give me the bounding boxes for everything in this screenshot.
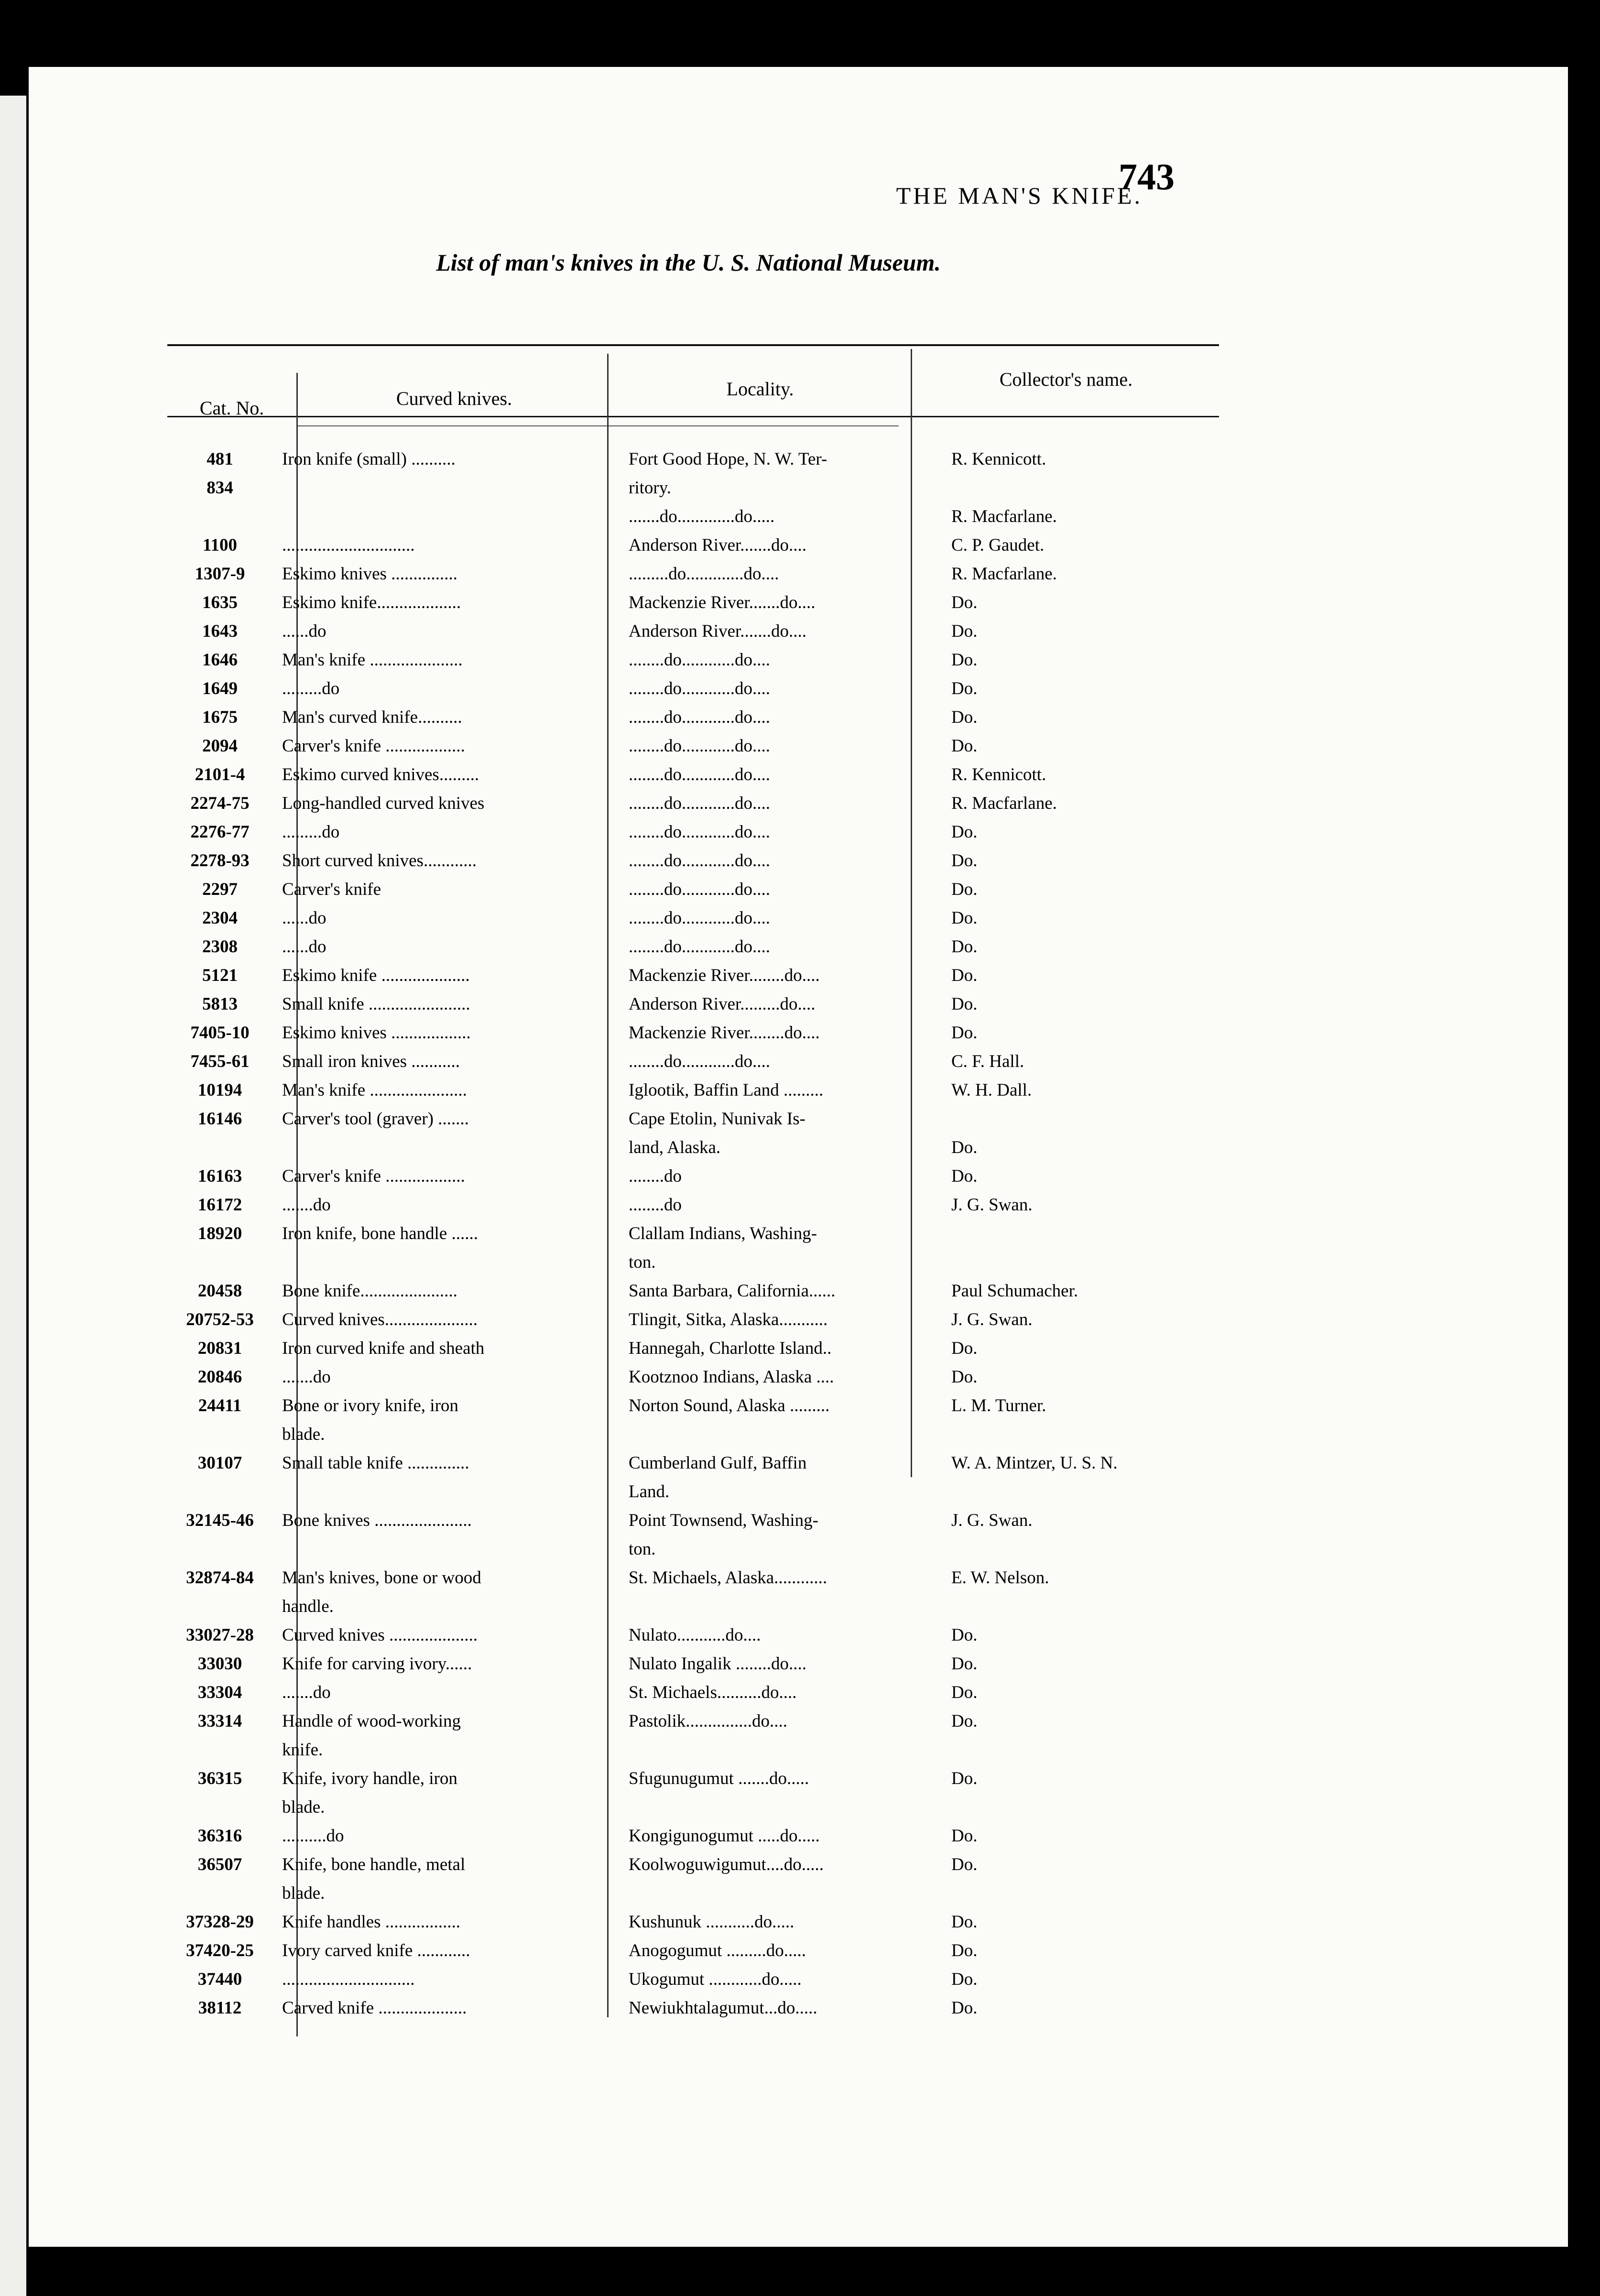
cat-no-cell (167, 1133, 272, 1162)
curved-knife-cell: Eskimo curved knives......... (282, 764, 479, 784)
locality-cell: Hannegah, Charlotte Island.. (629, 1338, 832, 1358)
curved-knife-cell: Carved knife .................... (282, 1998, 467, 2018)
curved-knife-cell: .......do (282, 1682, 331, 1702)
table-row (167, 1965, 1229, 1993)
collector-cell: C. F. Hall. (951, 1051, 1024, 1071)
table-row (167, 1276, 1229, 1305)
locality-cell: St. Michaels..........do.... (629, 1682, 797, 1702)
locality-cell: Cumberland Gulf, Baffin (629, 1453, 807, 1473)
locality-cell: ........do............do.... (629, 822, 770, 842)
curved-knife-cell: ......do (282, 936, 327, 957)
curved-knife-cell: Small knife ....................... (282, 994, 470, 1014)
curved-knife-cell: Knife, bone handle, metal (282, 1854, 466, 1874)
cat-no-cell: 5813 (202, 994, 238, 1014)
cat-no-cell: 834 (207, 478, 233, 498)
locality-cell: ........do............do.... (629, 879, 770, 899)
curved-knife-cell: ......do (282, 621, 327, 641)
table-row (167, 1190, 1229, 1219)
cat-no-cell: 481 (207, 449, 233, 469)
collector-cell: Do. (951, 1682, 978, 1702)
curved-knife-cell: Iron curved knife and sheath (282, 1338, 485, 1358)
collector-cell (944, 1879, 1229, 1907)
collector-cell: R. Kennicott. (951, 449, 1046, 469)
curved-knife-cell: Eskimo knife .................... (282, 965, 470, 985)
locality-cell: ........do............do.... (629, 650, 770, 670)
cat-no-cell: 1100 (203, 535, 237, 555)
locality-cell: Fort Good Hope, N. W. Ter- (629, 449, 827, 469)
locality-cell: ........do............do.... (629, 936, 770, 957)
curved-knife-cell (272, 1534, 617, 1563)
table-row (167, 875, 1229, 903)
table-row (167, 1936, 1229, 1965)
locality-cell: Newiukhtalagumut...do..... (629, 1998, 817, 2018)
cat-no-cell: 38112 (198, 1998, 242, 2018)
table-row (167, 903, 1229, 932)
curved-knife-cell: Long-handled curved knives (282, 793, 485, 813)
collector-cell (944, 1420, 1229, 1448)
table-row (167, 617, 1229, 645)
curved-knife-cell: .......do (282, 1367, 331, 1387)
header-curved-knives: Curved knives. (396, 388, 512, 409)
collector-cell (944, 1735, 1229, 1764)
rule-header (167, 416, 1219, 417)
collector-cell: Do. (951, 1998, 978, 2018)
collector-cell: Do. (951, 1711, 978, 1731)
curved-knife-cell: Ivory carved knife ............ (282, 1940, 470, 1960)
curved-knife-cell (272, 1477, 617, 1506)
table-row (167, 1793, 1229, 1821)
collector-cell: R. Macfarlane. (951, 506, 1057, 526)
curved-knife-cell: blade. (282, 1797, 325, 1817)
cat-no-cell: 7405-10 (190, 1023, 250, 1043)
table-row (167, 846, 1229, 875)
table-row (167, 1649, 1229, 1678)
cat-no-cell: 24411 (198, 1395, 242, 1415)
table-row (167, 1448, 1229, 1477)
collector-cell (944, 473, 1229, 502)
table-row (167, 1678, 1229, 1707)
table-row (167, 1477, 1229, 1506)
curved-knife-cell: Man's knife ..................... (282, 650, 463, 670)
cat-no-cell: 33030 (197, 1654, 242, 1674)
table-row (167, 1907, 1229, 1936)
locality-cell: ........do............do.... (629, 736, 770, 756)
cat-no-cell: 33304 (197, 1682, 242, 1702)
collector-cell (944, 1477, 1229, 1506)
locality-cell: ........do............do.... (629, 678, 770, 698)
locality-cell (617, 1420, 944, 1448)
collector-cell: Do. (951, 1940, 978, 1960)
curved-knife-cell: Man's knives, bone or wood (282, 1567, 481, 1588)
curved-knife-cell: .............................. (282, 1969, 415, 1989)
curved-knife-cell: Knife handles ................. (282, 1912, 461, 1932)
curved-knife-cell: .......do (282, 1195, 331, 1215)
table-row (167, 731, 1229, 760)
locality-cell: Kootznoo Indians, Alaska .... (629, 1367, 834, 1387)
table-caption: List of man's knives in the U. S. National Museum. (436, 249, 941, 276)
collector-cell: C. P. Gaudet. (951, 535, 1045, 555)
table-row (167, 559, 1229, 588)
table-row (167, 1592, 1229, 1621)
collector-cell: L. M. Turner. (951, 1395, 1046, 1415)
locality-cell: ........do (629, 1195, 682, 1215)
locality-cell: ........do............do.... (629, 793, 770, 813)
collector-cell: Paul Schumacher. (951, 1281, 1078, 1301)
cat-no-cell: 37328-29 (186, 1912, 254, 1932)
table-row (167, 1248, 1229, 1276)
curved-knife-cell: Eskimo knife................... (282, 592, 461, 612)
curved-knife-cell: Carver's knife .................. (282, 736, 465, 756)
locality-cell: Tlingit, Sitka, Alaska........... (629, 1309, 828, 1329)
locality-cell: ritory. (629, 478, 672, 498)
collector-cell (944, 1219, 1229, 1248)
locality-cell: Anogogumut .........do..... (629, 1940, 806, 1960)
table-row (167, 445, 1229, 473)
locality-cell: Clallam Indians, Washing- (629, 1223, 817, 1243)
locality-cell: .......do.............do..... (629, 506, 775, 526)
locality-cell: Sfugunugumut .......do..... (629, 1768, 809, 1788)
collector-cell: J. G. Swan. (951, 1309, 1033, 1329)
locality-cell: Point Townsend, Washing- (629, 1510, 818, 1530)
cat-no-cell: 7455-61 (190, 1051, 250, 1071)
table-row (167, 760, 1229, 789)
collector-cell: E. W. Nelson. (951, 1567, 1049, 1588)
page-number: 743 (1119, 156, 1175, 197)
table-row (167, 502, 1229, 531)
table-row (167, 1305, 1229, 1334)
cat-no-cell: 2304 (202, 908, 238, 928)
locality-cell: Koolwoguwigumut....do..... (629, 1854, 824, 1874)
locality-cell: land, Alaska. (629, 1137, 721, 1157)
cat-no-cell: 36507 (197, 1854, 242, 1874)
collector-cell: Do. (951, 1826, 978, 1846)
curved-knife-cell: ..........do (282, 1826, 344, 1846)
table-row (167, 1821, 1229, 1850)
curved-knife-cell: blade. (282, 1883, 325, 1903)
curved-knife-cell: Eskimo knives .................. (282, 1023, 471, 1043)
table-row (167, 674, 1229, 703)
cat-no-cell: 2278-93 (190, 850, 250, 871)
header-collector: Collector's name. (999, 369, 1133, 390)
locality-cell: Mackenzie River........do.... (629, 1023, 820, 1043)
locality-cell: Kushunuk ...........do..... (629, 1912, 795, 1932)
locality-cell: Anderson River.......do.... (629, 621, 807, 641)
cat-no-cell: 1649 (202, 678, 238, 698)
collector-cell: Do. (951, 1912, 978, 1932)
curved-knife-cell: Curved knives .................... (282, 1625, 478, 1645)
cat-no-cell (167, 1879, 272, 1907)
locality-cell: Pastolik...............do.... (629, 1711, 787, 1731)
table-row (167, 645, 1229, 674)
cat-no-cell: 1635 (202, 592, 238, 612)
table-row (167, 1563, 1229, 1592)
cat-no-cell: 16172 (197, 1195, 242, 1215)
cat-no-cell: 20458 (197, 1281, 242, 1301)
cat-no-cell: 37420-25 (186, 1940, 254, 1960)
table-row (167, 1334, 1229, 1362)
curved-knife-cell: .........do (282, 822, 340, 842)
curved-knife-cell: .........do (282, 678, 340, 698)
curved-knife-cell: Carver's knife (282, 879, 381, 899)
curved-knife-cell: Bone knife...................... (282, 1281, 457, 1301)
rule-top (167, 344, 1219, 346)
curved-knife-cell: Small iron knives ........... (282, 1051, 460, 1071)
curved-knife-cell: Bone or ivory knife, iron (282, 1395, 458, 1415)
table-row (167, 1162, 1229, 1190)
curved-knife-cell: .............................. (282, 535, 415, 555)
curved-knife-cell: ......do (282, 908, 327, 928)
curved-knife-cell (272, 1133, 617, 1162)
table-row (167, 1534, 1229, 1563)
curved-knife-cell: Small table knife .............. (282, 1453, 469, 1473)
table-row (167, 1018, 1229, 1047)
collector-cell: J. G. Swan. (951, 1510, 1033, 1530)
collector-cell: Do. (951, 1768, 978, 1788)
cat-no-cell: 2274-75 (190, 793, 250, 813)
cat-no-cell (167, 1248, 272, 1276)
locality-cell: ........do............do.... (629, 764, 770, 784)
cat-no-cell: 32874-84 (186, 1567, 254, 1588)
table-row (167, 961, 1229, 990)
collector-cell: Do. (951, 1338, 978, 1358)
cat-no-cell (167, 1793, 272, 1821)
collector-cell: Do. (951, 592, 978, 612)
table-row (167, 1104, 1229, 1133)
curved-knife-cell: Eskimo knives ............... (282, 564, 457, 584)
locality-cell: Mackenzie River........do.... (629, 965, 820, 985)
cat-no-cell: 20846 (197, 1367, 242, 1387)
cat-no-cell: 36315 (197, 1768, 242, 1788)
collector-cell: Do. (951, 1023, 978, 1043)
collector-cell: Do. (951, 1969, 978, 1989)
collector-cell: Do. (951, 1166, 978, 1186)
curved-knife-cell: Bone knives ...................... (282, 1510, 472, 1530)
cat-no-cell: 20752-53 (186, 1309, 254, 1329)
cat-no-cell: 30107 (197, 1453, 242, 1473)
collector-cell (944, 1248, 1229, 1276)
cat-no-cell (167, 1534, 272, 1563)
collector-cell (944, 1104, 1229, 1133)
cat-no-cell (167, 1592, 272, 1621)
locality-cell: ........do............do.... (629, 1051, 770, 1071)
collector-cell: Do. (951, 678, 978, 698)
table-row (167, 1219, 1229, 1248)
curved-knife-cell: Short curved knives............ (282, 850, 477, 871)
cat-no-cell: 2094 (202, 736, 238, 756)
cat-no-cell (167, 1477, 272, 1506)
curved-knife-cell: blade. (282, 1424, 325, 1444)
table-row (167, 990, 1229, 1018)
cat-no-cell: 1675 (202, 707, 238, 727)
cat-no-cell: 32145-46 (186, 1510, 254, 1530)
locality-cell: Santa Barbara, California...... (629, 1281, 836, 1301)
locality-cell: Anderson River.........do.... (629, 994, 816, 1014)
collector-cell: Do. (951, 1625, 978, 1645)
locality-cell: Mackenzie River.......do.... (629, 592, 816, 612)
collector-cell: Do. (951, 850, 978, 871)
cat-no-cell: 16163 (197, 1166, 242, 1186)
curved-knife-cell: Man's knife ...................... (282, 1080, 467, 1100)
table-row (167, 1133, 1229, 1162)
curved-knife-cell (272, 502, 617, 531)
table-row (167, 1993, 1229, 2022)
table-row (167, 531, 1229, 559)
locality-cell: Cape Etolin, Nunivak Is- (629, 1109, 805, 1129)
collector-cell: R. Macfarlane. (951, 564, 1057, 584)
cat-no-cell: 18920 (197, 1223, 242, 1243)
locality-cell: ........do (629, 1166, 682, 1186)
knife-list-table (167, 445, 1229, 2022)
table-row (167, 1362, 1229, 1391)
cat-no-cell: 5121 (202, 965, 238, 985)
table-row (167, 1076, 1229, 1104)
locality-cell: Norton Sound, Alaska ......... (629, 1395, 830, 1415)
curved-knife-cell (272, 473, 617, 502)
collector-cell (944, 1534, 1229, 1563)
collector-cell: R. Kennicott. (951, 764, 1046, 784)
curved-knife-cell: Iron knife, bone handle ...... (282, 1223, 478, 1243)
cat-no-cell: 10194 (197, 1080, 242, 1100)
table-row (167, 1621, 1229, 1649)
curved-knife-cell (272, 1248, 617, 1276)
header-cat-no: Cat. No. (199, 397, 264, 419)
cat-no-cell: 1307-9 (195, 564, 245, 584)
collector-cell (944, 1592, 1229, 1621)
curved-knife-cell: handle. (282, 1596, 334, 1616)
table-row (167, 473, 1229, 502)
curved-knife-cell: Handle of wood-working (282, 1711, 461, 1731)
collector-cell: Do. (951, 822, 978, 842)
header-locality: Locality. (726, 378, 794, 400)
cat-no-cell (167, 502, 272, 531)
locality-cell: .........do.............do.... (629, 564, 779, 584)
locality-cell: St. Michaels, Alaska............ (629, 1567, 827, 1588)
table-row (167, 1707, 1229, 1735)
collector-cell: Do. (951, 1367, 978, 1387)
cat-no-cell: 33027-28 (186, 1625, 254, 1645)
facing-page-edge (0, 96, 26, 2296)
collector-cell: Do. (951, 1654, 978, 1674)
locality-cell: ........do............do.... (629, 850, 770, 871)
curved-knife-cell: Carver's knife .................. (282, 1166, 465, 1186)
locality-cell: Nulato Ingalik ........do.... (629, 1654, 807, 1674)
locality-cell: ton. (629, 1539, 656, 1559)
table-row (167, 789, 1229, 817)
locality-cell: ton. (629, 1252, 656, 1272)
table-row (167, 1391, 1229, 1420)
curved-knife-cell: Man's curved knife.......... (282, 707, 462, 727)
cat-no-cell: 36316 (197, 1826, 242, 1846)
locality-cell: Iglootik, Baffin Land ......... (629, 1080, 824, 1100)
cat-no-cell: 16146 (197, 1109, 242, 1129)
collector-cell: Do. (951, 936, 978, 957)
locality-cell (617, 1735, 944, 1764)
table-row (167, 1735, 1229, 1764)
curved-knife-cell: Carver's tool (graver) ....... (282, 1109, 469, 1129)
table-row (167, 1420, 1229, 1448)
collector-cell (944, 1793, 1229, 1821)
collector-cell: Do. (951, 879, 978, 899)
locality-cell (617, 1592, 944, 1621)
table-row (167, 1879, 1229, 1907)
locality-cell: Land. (629, 1481, 670, 1502)
cat-no-cell: 2276-77 (190, 822, 250, 842)
locality-cell: ........do............do.... (629, 707, 770, 727)
table-row (167, 1850, 1229, 1879)
collector-cell: Do. (951, 1854, 978, 1874)
locality-cell: Kongigunogumut .....do..... (629, 1826, 820, 1846)
rule-under-head (296, 425, 899, 426)
collector-cell: J. G. Swan. (951, 1195, 1033, 1215)
collector-cell: Do. (951, 965, 978, 985)
cat-no-cell: 33314 (197, 1711, 242, 1731)
cat-no-cell: 2297 (202, 879, 238, 899)
collector-cell: Do. (951, 908, 978, 928)
cat-no-cell: 1643 (202, 621, 238, 641)
locality-cell: Anderson River.......do.... (629, 535, 807, 555)
curved-knife-cell: Iron knife (small) .......... (282, 449, 456, 469)
locality-cell (617, 1879, 944, 1907)
cat-no-cell: 1646 (202, 650, 238, 670)
curved-knife-cell: knife. (282, 1740, 323, 1760)
locality-cell (617, 1793, 944, 1821)
curved-knife-cell: Knife, ivory handle, iron (282, 1768, 457, 1788)
table-row (167, 932, 1229, 961)
table-row (167, 817, 1229, 846)
collector-cell: R. Macfarlane. (951, 793, 1057, 813)
curved-knife-cell: Knife for carving ivory...... (282, 1654, 472, 1674)
collector-cell: Do. (951, 650, 978, 670)
locality-cell: Ukogumut ............do..... (629, 1969, 802, 1989)
table-row (167, 1047, 1229, 1076)
cat-no-cell: 37440 (197, 1969, 242, 1989)
collector-cell: Do. (951, 994, 978, 1014)
collector-cell: W. H. Dall. (951, 1080, 1032, 1100)
cat-no-cell: 2101-4 (195, 764, 245, 784)
collector-cell: W. A. Mintzer, U. S. N. (951, 1453, 1118, 1473)
cat-no-cell: 2308 (202, 936, 238, 957)
collector-cell: Do. (951, 621, 978, 641)
table-row (167, 703, 1229, 731)
cat-no-cell: 20831 (197, 1338, 242, 1358)
collector-cell: Do. (951, 736, 978, 756)
cat-no-cell (167, 1735, 272, 1764)
locality-cell: ........do............do.... (629, 908, 770, 928)
collector-cell: Do. (951, 1137, 978, 1157)
locality-cell: Nulato...........do.... (629, 1625, 761, 1645)
table-row (167, 588, 1229, 617)
table-row (167, 1764, 1229, 1793)
table-row (167, 1506, 1229, 1534)
collector-cell: Do. (951, 707, 978, 727)
curved-knife-cell: Curved knives..................... (282, 1309, 478, 1329)
running-head: THE MAN'S KNIFE. (896, 182, 1143, 209)
cat-no-cell (167, 1420, 272, 1448)
